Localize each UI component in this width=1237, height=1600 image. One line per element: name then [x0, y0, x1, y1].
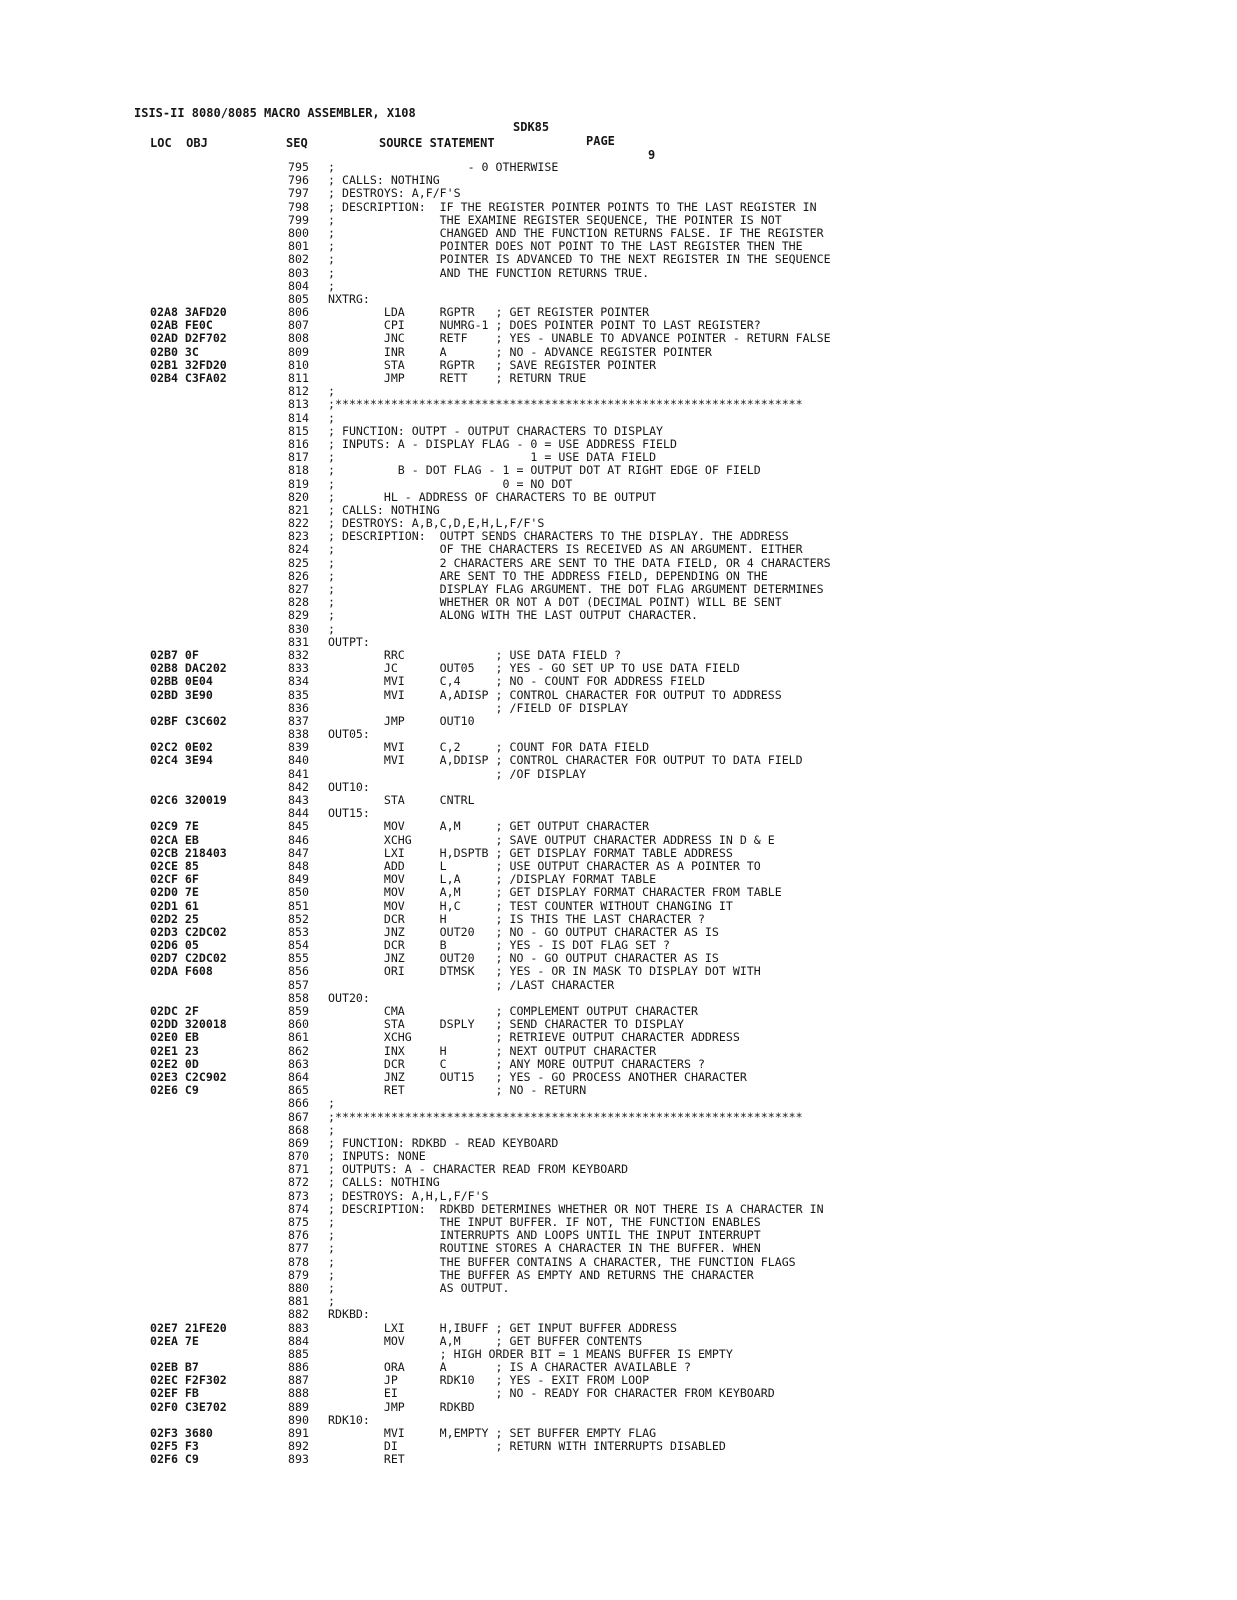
sequence-number: 860	[288, 1017, 309, 1032]
source-statement: JP RDK10 ; YES - EXIT FROM LOOP	[328, 1373, 650, 1388]
source-statement: MVI A,DDISP ; CONTROL CHARACTER FOR OUTPUT TO DATA FIELD	[328, 753, 803, 768]
listing-line	[150, 1058, 1150, 1071]
sequence-number: 801	[288, 239, 309, 254]
source-statement: RDK10:	[328, 1412, 370, 1427]
listing-line	[150, 834, 1150, 847]
sequence-number: 890	[288, 1412, 309, 1427]
listing-line	[150, 754, 1150, 767]
source-statement: ; POINTER DOES NOT POINT TO THE LAST REGISTER THEN THE	[328, 239, 803, 254]
listing-line	[150, 1269, 1150, 1282]
sequence-number: 840	[288, 753, 309, 768]
loc-obj-code: 02E7 21FE20	[150, 1320, 227, 1335]
sequence-number: 842	[288, 779, 309, 794]
source-statement: ; THE BUFFER AS EMPTY AND RETURNS THE CHARACTER	[328, 1267, 754, 1282]
source-statement: JMP RDKBD	[328, 1399, 475, 1414]
sequence-number: 815	[288, 423, 309, 438]
loc-obj-code: 02B7 0F	[150, 647, 199, 662]
source-statement: OUT15:	[328, 806, 370, 821]
source-statement: ; ARE SENT TO THE ADDRESS FIELD, DEPENDING ON THE	[328, 568, 768, 583]
listing-line	[150, 412, 1150, 425]
listing-line	[150, 1097, 1150, 1110]
listing-line	[150, 1190, 1150, 1203]
source-statement: ; DESCRIPTION: OUTPT SENDS CHARACTERS TO THE DISPLAY. THE ADDRESS	[328, 529, 789, 544]
loc-obj-code: 02B4 C3FA02	[150, 371, 227, 385]
sequence-number: 817	[288, 450, 309, 465]
loc-obj-code: 02C6 320019	[150, 793, 227, 807]
sequence-number: 843	[288, 793, 309, 807]
listing-line	[150, 965, 1150, 978]
source-statement: RDKBD:	[328, 1307, 370, 1322]
loc-obj-code: 02E1 23	[150, 1043, 199, 1058]
loc-obj-code: 02EB B7	[150, 1360, 199, 1375]
listing-line	[150, 187, 1150, 200]
source-statement: MVI M,EMPTY ; SET BUFFER EMPTY FLAG	[328, 1426, 657, 1440]
sequence-number: 879	[288, 1267, 309, 1282]
sequence-number: 852	[288, 911, 309, 926]
source-statement: ; DESTROYS: A,F/F'S	[328, 186, 461, 201]
source-statement: ;*******************************************************************	[328, 397, 803, 412]
listing-line	[150, 1308, 1150, 1321]
listing-line	[150, 543, 1150, 556]
loc-obj-code: 02A8 3AFD20	[150, 305, 227, 320]
sequence-number: 816	[288, 436, 309, 451]
loc-obj-code: 02C9 7E	[150, 819, 199, 834]
sequence-number: 864	[288, 1069, 309, 1084]
source-statement: ;	[328, 1122, 335, 1137]
sequence-number: 797	[288, 186, 309, 201]
source-statement: ; THE INPUT BUFFER. IF NOT, THE FUNCTION ENABLES	[328, 1215, 761, 1229]
sequence-number: 861	[288, 1030, 309, 1045]
loc-obj-code: 02D1 61	[150, 898, 199, 913]
source-statement: LXI H,DSPTB ; GET DISPLAY FORMAT TABLE ADDRESS	[328, 845, 733, 860]
sequence-number: 858	[288, 990, 309, 1005]
loc-obj-code: 02AD D2F702	[150, 331, 227, 346]
source-statement: JC OUT05 ; YES - GO SET UP TO USE DATA FIELD	[328, 661, 740, 676]
listing-line	[150, 913, 1150, 926]
sequence-number: 849	[288, 872, 309, 887]
source-statement: JNZ OUT15 ; YES - GO PROCESS ANOTHER CHARACTER	[328, 1069, 747, 1084]
source-statement: NXTRG:	[328, 291, 370, 306]
sequence-number: 865	[288, 1083, 309, 1098]
source-statement: RRC ; USE DATA FIELD ?	[328, 647, 622, 662]
source-statement: ; THE BUFFER CONTAINS A CHARACTER, THE FUNCTION FLAGS	[328, 1254, 796, 1269]
module-name: SDK85	[513, 120, 550, 134]
source-statement: ORI DTMSK ; YES - OR IN MASK TO DISPLAY DOT WITH	[328, 964, 761, 979]
source-statement: MVI C,2 ; COUNT FOR DATA FIELD	[328, 740, 650, 755]
sequence-number: 880	[288, 1280, 309, 1295]
source-statement: LDA RGPTR ; GET REGISTER POINTER	[328, 305, 650, 320]
source-statement: ; DESTROYS: A,H,L,F/F'S	[328, 1188, 489, 1203]
sequence-number: 818	[288, 463, 309, 478]
sequence-number: 798	[288, 199, 309, 214]
sequence-number: 862	[288, 1043, 309, 1058]
listing-line	[150, 1322, 1150, 1335]
sequence-number: 847	[288, 845, 309, 860]
source-statement: ; AND THE FUNCTION RETURNS TRUE.	[328, 265, 650, 280]
loc-obj-code: 02F3 3680	[150, 1426, 213, 1440]
sequence-number: 854	[288, 938, 309, 953]
listing-line	[150, 1453, 1150, 1466]
loc-obj-code: 02C2 0E02	[150, 740, 213, 755]
sequence-number: 796	[288, 173, 309, 188]
source-statement: OUT20:	[328, 990, 370, 1005]
sequence-number: 841	[288, 766, 309, 781]
source-statement: MOV A,M ; GET OUTPUT CHARACTER	[328, 819, 650, 834]
source-statement: DI ; RETURN WITH INTERRUPTS DISABLED	[328, 1439, 726, 1454]
sequence-number: 882	[288, 1307, 309, 1322]
source-statement: ; CHANGED AND THE FUNCTION RETURNS FALSE. IF THE REGISTER	[328, 225, 824, 240]
listing-line	[150, 464, 1150, 477]
source-statement: ; /FIELD OF DISPLAY	[328, 700, 629, 715]
source-statement: EI ; NO - READY FOR CHARACTER FROM KEYBOARD	[328, 1386, 775, 1401]
listing-line	[150, 900, 1150, 913]
loc-obj-code: 02EA 7E	[150, 1333, 199, 1348]
sequence-number: 850	[288, 885, 309, 900]
sequence-number: 883	[288, 1320, 309, 1335]
listing-line	[150, 1045, 1150, 1058]
source-statement: JNZ OUT20 ; NO - GO OUTPUT CHARACTER AS IS	[328, 924, 719, 939]
listing-line	[150, 689, 1150, 702]
listing-title: ISIS-II 8080/8085 MACRO ASSEMBLER, X108	[134, 106, 416, 120]
sequence-number: 813	[288, 397, 309, 412]
listing-line	[150, 398, 1150, 411]
source-statement: CPI NUMRG-1 ; DOES POINTER POINT TO LAST REGISTER?	[328, 318, 761, 333]
source-statement: JMP OUT10	[328, 713, 475, 728]
source-statement: MVI A,ADISP ; CONTROL CHARACTER FOR OUTPUT TO ADDRESS	[328, 687, 782, 702]
sequence-number: 838	[288, 727, 309, 742]
source-statement: MVI C,4 ; NO - COUNT FOR ADDRESS FIELD	[328, 674, 705, 689]
sequence-number: 870	[288, 1149, 309, 1164]
source-statement: CMA ; COMPLEMENT OUTPUT CHARACTER	[328, 1004, 698, 1018]
listing-line	[150, 609, 1150, 622]
sequence-number: 846	[288, 832, 309, 847]
loc-obj-code: 02E3 C2C902	[150, 1069, 227, 1084]
loc-obj-code: 02E2 0D	[150, 1056, 199, 1071]
sequence-number: 807	[288, 318, 309, 333]
source-statement: RET ; NO - RETURN	[328, 1083, 587, 1098]
source-statement: STA CNTRL	[328, 793, 475, 807]
source-statement: ; FUNCTION: RDKBD - READ KEYBOARD	[328, 1135, 559, 1150]
source-statement: STA DSPLY ; SEND CHARACTER TO DISPLAY	[328, 1017, 684, 1032]
sequence-number: 800	[288, 225, 309, 240]
sequence-number: 828	[288, 595, 309, 610]
source-statement: XCHG ; SAVE OUTPUT CHARACTER ADDRESS IN D & E	[328, 832, 775, 847]
source-statement: ; THE EXAMINE REGISTER SEQUENCE, THE POINTER IS NOT	[328, 212, 782, 227]
sequence-number: 871	[288, 1162, 309, 1177]
sequence-number: 859	[288, 1004, 309, 1018]
sequence-number: 892	[288, 1439, 309, 1454]
sequence-number: 891	[288, 1426, 309, 1440]
source-statement: ; CALLS: NOTHING	[328, 502, 440, 517]
source-statement: STA RGPTR ; SAVE REGISTER POINTER	[328, 357, 657, 372]
source-statement: LXI H,IBUFF ; GET INPUT BUFFER ADDRESS	[328, 1320, 678, 1335]
listing-line	[150, 201, 1150, 214]
source-statement: JNC RETF ; YES - UNABLE TO ADVANCE POINTER - RETURN FALSE	[328, 331, 831, 346]
listing-line	[150, 636, 1150, 649]
listing-line	[150, 280, 1150, 293]
sequence-number: 826	[288, 568, 309, 583]
sequence-number: 857	[288, 977, 309, 992]
loc-obj-code: 02BD 3E90	[150, 687, 213, 702]
source-statement: ; INPUTS: A - DISPLAY FLAG - 0 = USE ADDRESS FIELD	[328, 436, 678, 451]
listing-line	[150, 332, 1150, 345]
loc-obj-code: 02AB FE0C	[150, 318, 213, 333]
sequence-number: 811	[288, 371, 309, 385]
sequence-number: 827	[288, 582, 309, 596]
source-statement: INX H ; NEXT OUTPUT CHARACTER	[328, 1043, 657, 1058]
source-statement: ;	[328, 384, 335, 399]
source-statement: ; /OF DISPLAY	[328, 766, 587, 781]
sequence-number: 812	[288, 384, 309, 399]
column-header-seq: SEQ	[286, 136, 308, 150]
loc-obj-code: 02CE 85	[150, 858, 199, 873]
sequence-number: 799	[288, 212, 309, 227]
source-statement: ;	[328, 410, 335, 425]
sequence-number: 872	[288, 1175, 309, 1190]
source-statement: JNZ OUT20 ; NO - GO OUTPUT CHARACTER AS IS	[328, 951, 719, 966]
sequence-number: 869	[288, 1135, 309, 1150]
source-statement: ; DESCRIPTION: RDKBD DETERMINES WHETHER OR NOT THERE IS A CHARACTER IN	[328, 1201, 824, 1216]
source-statement: ;	[328, 1096, 335, 1111]
listing-line	[150, 886, 1150, 899]
source-statement: ; 1 = USE DATA FIELD	[328, 450, 657, 465]
loc-obj-code: 02DC 2F	[150, 1004, 199, 1018]
sequence-number: 888	[288, 1386, 309, 1401]
source-statement: XCHG ; RETRIEVE OUTPUT CHARACTER ADDRESS	[328, 1030, 740, 1045]
sequence-number: 808	[288, 331, 309, 346]
sequence-number: 874	[288, 1201, 309, 1216]
source-statement: ; FUNCTION: OUTPT - OUTPUT CHARACTERS TO DISPLAY	[328, 423, 664, 438]
listing-line	[150, 675, 1150, 688]
column-header-source: SOURCE STATEMENT	[379, 136, 495, 150]
loc-obj-code: 02CB 218403	[150, 845, 227, 860]
page-number: 9	[648, 148, 656, 162]
listing-line	[150, 623, 1150, 636]
listing-line	[150, 1031, 1150, 1044]
sequence-number: 802	[288, 252, 309, 267]
sequence-number: 893	[288, 1452, 309, 1467]
listing-line	[150, 1335, 1150, 1348]
sequence-number: 877	[288, 1241, 309, 1256]
source-statement: MOV A,M ; GET DISPLAY FORMAT CHARACTER FROM TABLE	[328, 885, 782, 900]
loc-obj-code: 02D2 25	[150, 911, 199, 926]
sequence-number: 855	[288, 951, 309, 966]
sequence-number: 873	[288, 1188, 309, 1203]
listing-line	[150, 1242, 1150, 1255]
source-statement: ; INTERRUPTS AND LOOPS UNTIL THE INPUT INTERRUPT	[328, 1228, 761, 1243]
loc-obj-code: 02B0 3C	[150, 344, 199, 359]
listing-line	[150, 478, 1150, 491]
source-statement: ORA A ; IS A CHARACTER AVAILABLE ?	[328, 1360, 691, 1375]
sequence-number: 863	[288, 1056, 309, 1071]
listing-line	[150, 768, 1150, 781]
loc-obj-code: 02F0 C3E702	[150, 1399, 227, 1414]
listing-line	[150, 253, 1150, 266]
sequence-number: 848	[288, 858, 309, 873]
loc-obj-code: 02D0 7E	[150, 885, 199, 900]
sequence-number: 845	[288, 819, 309, 834]
sequence-number: 836	[288, 700, 309, 715]
loc-obj-code: 02E0 EB	[150, 1030, 199, 1045]
source-statement: OUT05:	[328, 727, 370, 742]
sequence-number: 803	[288, 265, 309, 280]
sequence-number: 831	[288, 634, 309, 649]
sequence-number: 833	[288, 661, 309, 676]
source-statement: ; DISPLAY FLAG ARGUMENT. THE DOT FLAG ARGUMENT DETERMINES	[328, 582, 824, 596]
listing-line	[150, 214, 1150, 227]
sequence-number: 825	[288, 555, 309, 570]
listing-line	[150, 346, 1150, 359]
loc-obj-code: 02CF 6F	[150, 872, 199, 887]
source-statement: ADD L ; USE OUTPUT CHARACTER AS A POINTER TO	[328, 858, 761, 873]
source-statement: MOV H,C ; TEST COUNTER WITHOUT CHANGING IT	[328, 898, 733, 913]
source-statement: ; ROUTINE STORES A CHARACTER IN THE BUFFER. WHEN	[328, 1241, 761, 1256]
sequence-number: 886	[288, 1360, 309, 1375]
source-statement: ; B - DOT FLAG - 1 = OUTPUT DOT AT RIGHT EDGE OF FIELD	[328, 463, 761, 478]
source-statement: ; CALLS: NOTHING	[328, 173, 440, 188]
listing-line	[150, 267, 1150, 280]
sequence-number: 881	[288, 1294, 309, 1309]
sequence-number: 839	[288, 740, 309, 755]
sequence-number: 875	[288, 1215, 309, 1229]
source-statement: DCR H ; IS THIS THE LAST CHARACTER ?	[328, 911, 705, 926]
loc-obj-code: 02D6 05	[150, 938, 199, 953]
source-statement: ; AS OUTPUT.	[328, 1280, 510, 1295]
source-statement: ;	[328, 278, 335, 293]
listing-line	[150, 1256, 1150, 1269]
sequence-number: 804	[288, 278, 309, 293]
source-statement: OUTPT:	[328, 634, 370, 649]
loc-obj-code: 02DA F608	[150, 964, 213, 979]
loc-obj-code: 02EF FB	[150, 1386, 199, 1401]
sequence-number: 885	[288, 1346, 309, 1361]
loc-obj-code: 02F6 C9	[150, 1452, 199, 1467]
sequence-number: 856	[288, 964, 309, 979]
source-statement: ;	[328, 621, 335, 636]
sequence-number: 819	[288, 476, 309, 491]
source-statement: ; - 0 OTHERWISE	[328, 160, 559, 174]
source-statement: DCR C ; ANY MORE OUTPUT CHARACTERS ?	[328, 1056, 705, 1071]
source-statement: INR A ; NO - ADVANCE REGISTER POINTER	[328, 344, 712, 359]
sequence-number: 878	[288, 1254, 309, 1269]
loc-obj-code: 02BF C3C602	[150, 713, 227, 728]
source-statement: ; /LAST CHARACTER	[328, 977, 615, 992]
loc-obj-code: 02CA EB	[150, 832, 199, 847]
source-statement: ; ALONG WITH THE LAST OUTPUT CHARACTER.	[328, 608, 698, 623]
column-header-loc-obj: LOC OBJ	[150, 136, 208, 150]
sequence-number: 851	[288, 898, 309, 913]
sequence-number: 830	[288, 621, 309, 636]
sequence-number: 822	[288, 516, 309, 531]
assembly-listing	[150, 161, 1150, 1467]
sequence-number: 844	[288, 806, 309, 821]
source-statement: MOV L,A ; /DISPLAY FORMAT TABLE	[328, 872, 657, 887]
loc-obj-code: 02D3 C2DC02	[150, 924, 227, 939]
source-statement: MOV A,M ; GET BUFFER CONTENTS	[328, 1333, 643, 1348]
listing-line	[150, 1124, 1150, 1137]
sequence-number: 832	[288, 647, 309, 662]
sequence-number: 821	[288, 502, 309, 517]
source-statement: ; CALLS: NOTHING	[328, 1175, 440, 1190]
sequence-number: 806	[288, 305, 309, 320]
source-statement: ; OF THE CHARACTERS IS RECEIVED AS AN ARGUMENT. EITHER	[328, 542, 803, 557]
source-statement: ;*******************************************************************	[328, 1109, 803, 1124]
loc-obj-code: 02BB 0E04	[150, 674, 213, 689]
sequence-number: 824	[288, 542, 309, 557]
source-statement: JMP RETT ; RETURN TRUE	[328, 371, 587, 385]
source-statement: ; HL - ADDRESS OF CHARACTERS TO BE OUTPUT	[328, 489, 657, 504]
loc-obj-code: 02EC F2F302	[150, 1373, 227, 1388]
loc-obj-code: 02E6 C9	[150, 1083, 199, 1098]
listing-line	[150, 702, 1150, 715]
source-statement: ; DESTROYS: A,B,C,D,E,H,L,F/F'S	[328, 516, 545, 531]
loc-obj-code: 02DD 320018	[150, 1017, 227, 1032]
sequence-number: 810	[288, 357, 309, 372]
source-statement: RET	[328, 1452, 405, 1467]
sequence-number: 823	[288, 529, 309, 544]
sequence-number: 876	[288, 1228, 309, 1243]
listing-line	[150, 1111, 1150, 1124]
loc-obj-code: 02B8 DAC202	[150, 661, 227, 676]
listing-line	[150, 847, 1150, 860]
sequence-number: 868	[288, 1122, 309, 1137]
sequence-number: 805	[288, 291, 309, 306]
source-statement: OUT10:	[328, 779, 370, 794]
sequence-number: 867	[288, 1109, 309, 1124]
sequence-number: 795	[288, 160, 309, 174]
source-statement: ; INPUTS: NONE	[328, 1149, 426, 1164]
listing-line	[150, 1176, 1150, 1189]
source-statement: ;	[328, 1294, 335, 1309]
sequence-number: 866	[288, 1096, 309, 1111]
sequence-number: 814	[288, 410, 309, 425]
listing-line	[150, 557, 1150, 570]
loc-obj-code: 02C4 3E94	[150, 753, 213, 768]
loc-obj-code: 02B1 32FD20	[150, 357, 227, 372]
sequence-number: 809	[288, 344, 309, 359]
listing-line	[150, 491, 1150, 504]
listing-line	[150, 820, 1150, 833]
sequence-number: 853	[288, 924, 309, 939]
source-statement: ; 0 = NO DOT	[328, 476, 573, 491]
source-statement: ; WHETHER OR NOT A DOT (DECIMAL POINT) WILL BE SENT	[328, 595, 782, 610]
source-statement: DCR B ; YES - IS DOT FLAG SET ?	[328, 938, 671, 953]
listing-line	[150, 979, 1150, 992]
source-statement: ; POINTER IS ADVANCED TO THE NEXT REGISTER IN THE SEQUENCE	[328, 252, 831, 267]
sequence-number: 884	[288, 1333, 309, 1348]
loc-obj-code: 02F5 F3	[150, 1439, 199, 1454]
source-statement: ; HIGH ORDER BIT = 1 MEANS BUFFER IS EMPTY	[328, 1346, 733, 1361]
source-statement: ; DESCRIPTION: IF THE REGISTER POINTER POINTS TO THE LAST REGISTER IN	[328, 199, 817, 214]
sequence-number: 887	[288, 1373, 309, 1388]
sequence-number: 889	[288, 1399, 309, 1414]
loc-obj-code: 02D7 C2DC02	[150, 951, 227, 966]
sequence-number: 837	[288, 713, 309, 728]
sequence-number: 835	[288, 687, 309, 702]
sequence-number: 829	[288, 608, 309, 623]
listing-line	[150, 425, 1150, 438]
sequence-number: 834	[288, 674, 309, 689]
source-statement: ; OUTPUTS: A - CHARACTER READ FROM KEYBOARD	[328, 1162, 629, 1177]
listing-line	[150, 1401, 1150, 1414]
listing-line	[150, 1387, 1150, 1400]
sequence-number: 820	[288, 489, 309, 504]
page-label: PAGE	[586, 134, 615, 148]
source-statement: ; 2 CHARACTERS ARE SENT TO THE DATA FIELD, OR 4 CHARACTERS	[328, 555, 831, 570]
